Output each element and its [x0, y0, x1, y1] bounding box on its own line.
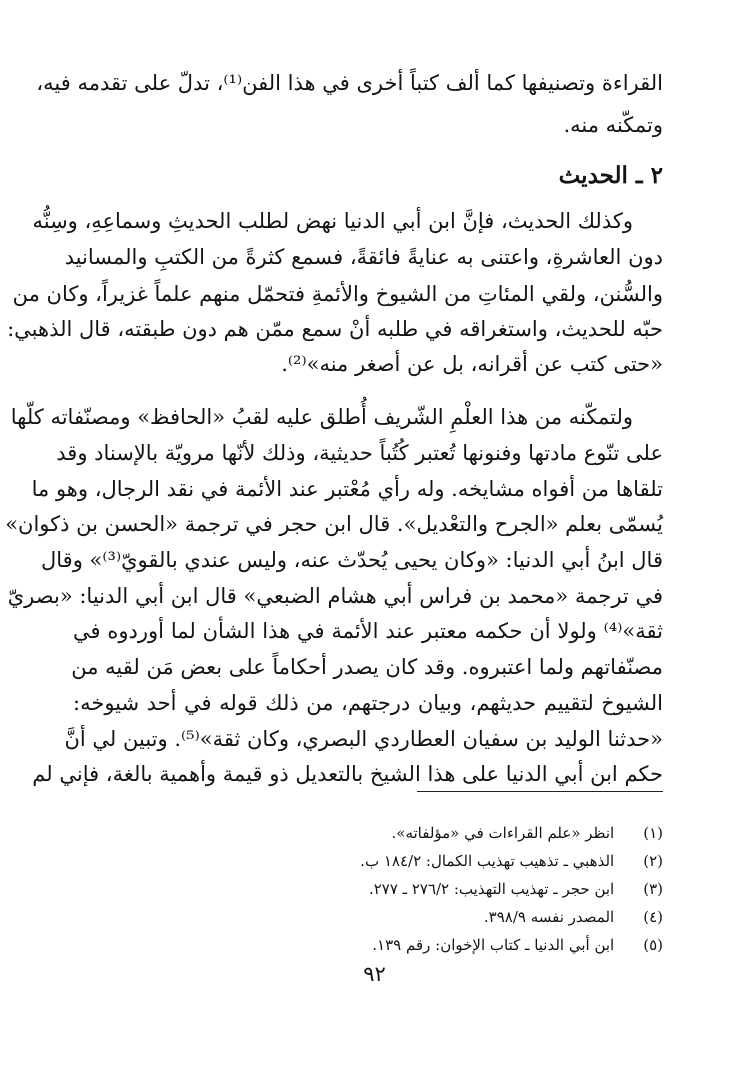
text-line: حكم ابن أبي الدنيا على هذا الشيخ بالتعديل ذو قيمة وأهمية بالغة، فإني لم — [32, 762, 663, 786]
text-line: حبّه للحديث، واستغراقه في طلبه أنْ سمع ممّن هم دون طبقته، قال الذهبي: — [7, 317, 663, 341]
text-line: ثقة»⁽⁴⁾ ولولا أن حكمه معتبر عند الأئمة في هذا الشأن لما أوردوه في — [73, 619, 663, 643]
footnote-number: (٢) — [643, 852, 663, 870]
footnote-number: (٤) — [643, 908, 663, 926]
text-line: والسُّنن، ولقي المئاتِ من الشيوخ والأئمةِ فتحمّل منهم علماً غزيراً، وكان من — [12, 282, 663, 306]
footnote — [103, 876, 663, 902]
footnote — [103, 820, 663, 846]
footnote-number: (٥) — [643, 936, 663, 954]
footnote-text: ابن أبي الدنيا ـ كتاب الإخوان: رقم ١٣٩. — [372, 936, 615, 954]
text-line: في ترجمة «محمد بن فراس أبي هشام الضبعي» قال ابن أبي الدنيا: «بصريّ — [7, 584, 663, 608]
footnote — [103, 904, 663, 930]
text-line: «حتى كتب عن أقرانه، بل عن أصغر منه»⁽²⁾. — [281, 352, 663, 376]
text-line: القراءة وتصنيفها كما ألف كتباً أخرى في هذا الفن⁽¹⁾، تدلّ على تقدمه فيه، — [36, 71, 663, 95]
text-line: دون العاشرةِ، واعتنى به عنايةً فائقةً، فسمع كثرةً من الكتبِ والمسانيد — [64, 245, 663, 269]
text-line: ولتمكّنه من هذا العلْمِ الشّريف أُطلق عليه لقبُ «الحافظ» ومصنّفاته كلّها — [10, 405, 633, 429]
footnote-text: انظر «علم القراءات في «مؤلفاته». — [391, 824, 615, 842]
text-line: يُسمّى بعلم «الجرح والتعْديل». قال ابن حجر في ترجمة «الحسن بن ذكوان» — [5, 512, 663, 536]
text-line: على تنّوع مادتها وفنونها تُعتبر كُتُباً حديثية، وذلك لأنّها مرويّة بالإسناد وقد — [56, 441, 663, 465]
footnote — [103, 932, 663, 958]
text-line: قال ابنُ أبي الدنيا: «وكان يحيى يُحدّث عنه، وليس عندي بالقويّ⁽³⁾» وقال — [41, 548, 663, 572]
footnote-separator — [417, 791, 663, 792]
page-number: ٩٢ — [363, 962, 386, 986]
section-heading: ٢ ـ الحديث — [558, 162, 663, 189]
text-line: مصنّفاتهم ولما اعتبروه. وقد كان يصدر أحكاماً على بعض مَن لقيه من — [71, 655, 663, 679]
footnote-text: الذهبي ـ تذهيب تهذيب الكمال: ١٨٤/٢ ب. — [360, 852, 615, 870]
text-line: الشيوخ لتقييم حديثهم، وبيان درجتهم، من ذلك قوله في أحد شيوخه: — [73, 691, 663, 715]
text-line: «حدثنا الوليد بن سفيان العطاردي البصري، وكان ثقة»⁽⁵⁾. وتبين لي أنَّ — [64, 727, 663, 751]
footnote-number: (١) — [643, 824, 663, 842]
footnote-number: (٣) — [643, 880, 663, 898]
footnote-text: المصدر نفسه ٣٩٨/٩. — [483, 908, 615, 926]
footnote — [103, 848, 663, 874]
text-line: وتمكّنه منه. — [563, 113, 663, 137]
text-line: تلقاها من أفواه مشايخه. وله رأي مُعْتبر عند الأئمة في نقد الرجال، وهو ما — [31, 477, 663, 501]
text-line: وكذلك الحديث، فإنَّ ابن أبي الدنيا نهض لطلب الحديثِ وسماعِهِ، وسِنُّه — [32, 209, 633, 233]
footnote-text: ابن حجر ـ تهذيب التهذيب: ٢٧٦/٢ ـ ٢٧٧. — [368, 880, 615, 898]
